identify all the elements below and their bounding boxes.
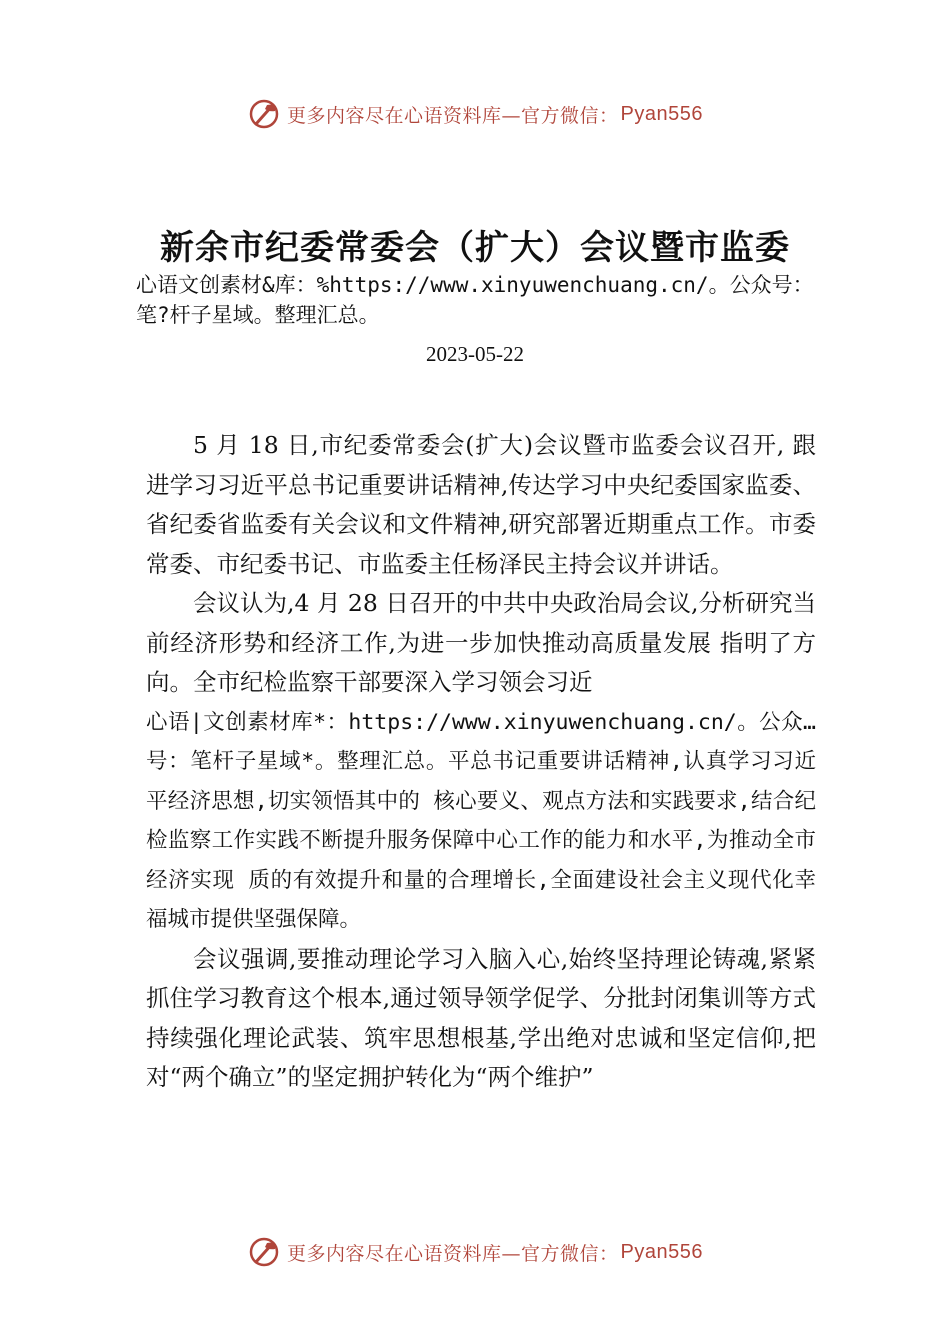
watermark-wechat-id: Pyan556 — [620, 1240, 703, 1263]
body-paragraph-with-source-note: 心语|文创素材库*：https://www.xinyuwenchuang.cn/。公众…号：笔杆子星域*。整理汇总。平总书记重要讲话精神,认真学习习近平经济思想,切实领悟其中的 核心要义、观点方法和实践要求,结合纪检监察工作实践不断提升服务保障中心工作的能力和水平,为推动全市经济实现 质的有效提升和量的合理增长,全面建设社会主义现代化幸 福城市提供坚强保障。 — [146, 709, 816, 932]
body-paragraph: 会议强调,要推动理论学习入脑入心,始终坚持理论铸魂,紧紧抓住学习教育这个根本,通过领导领学促学、分批封闭集训等方式持续强化理论武装、筑牢思想根基,学出绝对忠诚和坚定信仰,把对“两个确立”的坚定拥护转化为“两个维护” — [146, 944, 816, 1091]
watermark-banner-top — [0, 94, 950, 134]
document-body — [146, 426, 816, 1098]
source-note: 心语文创素材&库：%https://www.xinyuwenchuang.cn/。公众号：笔?杆子星域。整理汇总。 — [136, 273, 814, 327]
quill-pen-logo-icon — [247, 97, 281, 131]
body-paragraph: 会议认为,4 月 28 日召开的中共中央政治局会议,分析研究当前经济形势和经济工作,为进一步加快推动高质量发展 指明了方向。全市纪检监察干部要深入学习领会习近 — [146, 589, 816, 696]
watermark-text: 更多内容尽在心语资料库—官方微信： — [287, 1242, 619, 1265]
document-date: 2023-05-22 — [426, 342, 524, 366]
watermark-wechat-id: Pyan556 — [620, 102, 703, 125]
body-paragraph: 5 月 18 日,市纪委常委会(扩大)会议暨市监委会议召开, 跟进学习习近平总书记重要讲话精神,传达学习中央纪委国家监委、省纪委省监委有关会议和文件精神,研究部署近期重点工作。市委常委、市纪委书记、市监委主任杨泽民主持会议并讲话。 — [146, 431, 816, 578]
watermark-banner-bottom — [0, 1232, 950, 1272]
document-title: 新余市纪委常委会（扩大）会议暨市监委 — [160, 228, 790, 268]
watermark-text: 更多内容尽在心语资料库—官方微信： — [287, 104, 619, 127]
quill-pen-logo-icon — [247, 1235, 281, 1269]
